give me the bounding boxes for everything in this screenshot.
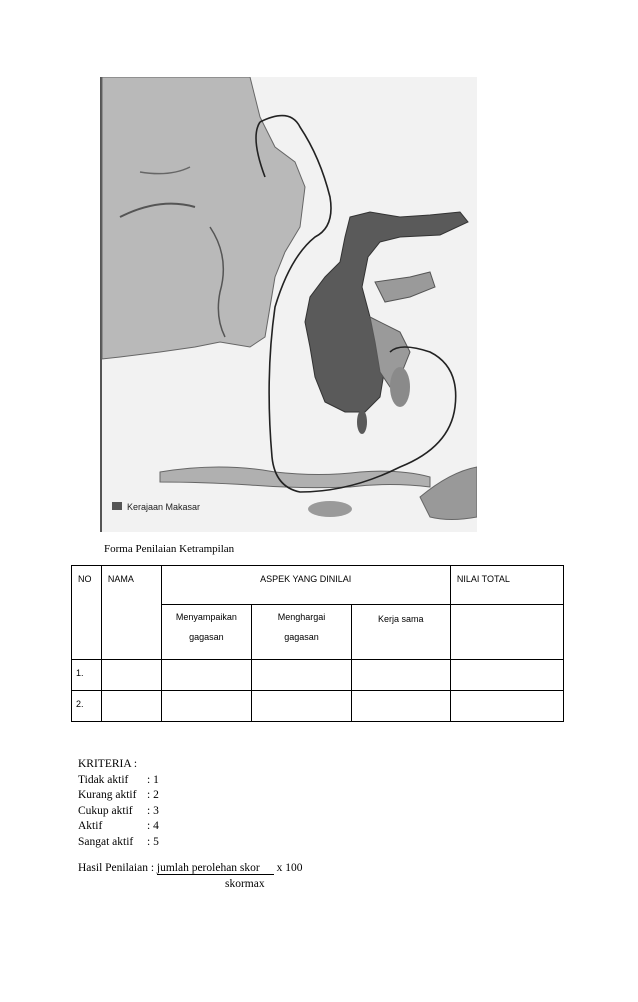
kriteria-value: : 5 xyxy=(147,835,159,848)
header-aspek: ASPEK YANG DINILAI xyxy=(260,574,352,584)
form-caption: Forma Penilaian Ketrampilan xyxy=(104,543,235,555)
aspek-1-line2: gagasan xyxy=(189,632,224,642)
aspek-1-line1: Menyampaikan xyxy=(175,612,237,622)
aspek-3-line1: Kerja sama xyxy=(377,614,424,624)
kriteria-label: Aktif xyxy=(78,820,103,832)
cell-aspek-3[interactable] xyxy=(351,691,450,722)
formula-numerator: jumlah perolehan skor xyxy=(157,862,274,875)
map-legend-label: Kerajaan Makasar xyxy=(127,502,201,512)
kriteria-item xyxy=(78,804,159,820)
kriteria-value: : 3 xyxy=(147,804,159,817)
cell-aspek-1[interactable] xyxy=(161,691,252,722)
assessment-table xyxy=(71,565,564,722)
nilai-total-empty xyxy=(450,605,563,660)
hasil-label: Hasil Penilaian : xyxy=(78,862,155,874)
header-nilai-total: NILAI TOTAL xyxy=(456,574,510,584)
kriteria-label: Cukup aktif xyxy=(78,804,133,817)
hasil-penilaian xyxy=(78,862,302,874)
formula-denominator: skormax xyxy=(225,878,265,890)
row-number: 2. xyxy=(76,699,84,709)
kriteria-item xyxy=(78,788,159,804)
row-number: 1. xyxy=(76,668,84,678)
kriteria-item xyxy=(78,835,159,851)
kriteria-item xyxy=(78,773,159,789)
kriteria-value: : 2 xyxy=(147,789,159,801)
aspek-2-line1: Menghargai xyxy=(277,612,326,622)
formula-multiplier: x 100 xyxy=(276,862,303,874)
map-image xyxy=(100,77,477,532)
cell-nilai-total[interactable] xyxy=(450,660,563,691)
cell-aspek-1[interactable] xyxy=(161,660,252,691)
kriteria-value: : 4 xyxy=(147,820,159,832)
kriteria-label: Kurang aktif xyxy=(78,789,137,801)
aspek-2-line2: gagasan xyxy=(284,632,319,642)
header-no: NO xyxy=(78,574,92,584)
table-row xyxy=(72,691,564,722)
cell-nama[interactable] xyxy=(101,691,161,722)
cell-nama[interactable] xyxy=(101,660,161,691)
cell-aspek-2[interactable] xyxy=(252,660,351,691)
kriteria-section xyxy=(78,757,159,850)
cell-aspek-2[interactable] xyxy=(252,691,351,722)
kriteria-label: Sangat aktif xyxy=(78,835,134,848)
cell-aspek-3[interactable] xyxy=(351,660,450,691)
kriteria-label: Tidak aktif xyxy=(78,773,129,786)
cell-nilai-total[interactable] xyxy=(450,691,563,722)
kriteria-title: KRITERIA : xyxy=(78,758,138,770)
header-nama: NAMA xyxy=(107,574,134,584)
table-row xyxy=(72,660,564,691)
kriteria-item xyxy=(78,819,159,835)
kriteria-value: : 1 xyxy=(147,773,159,786)
